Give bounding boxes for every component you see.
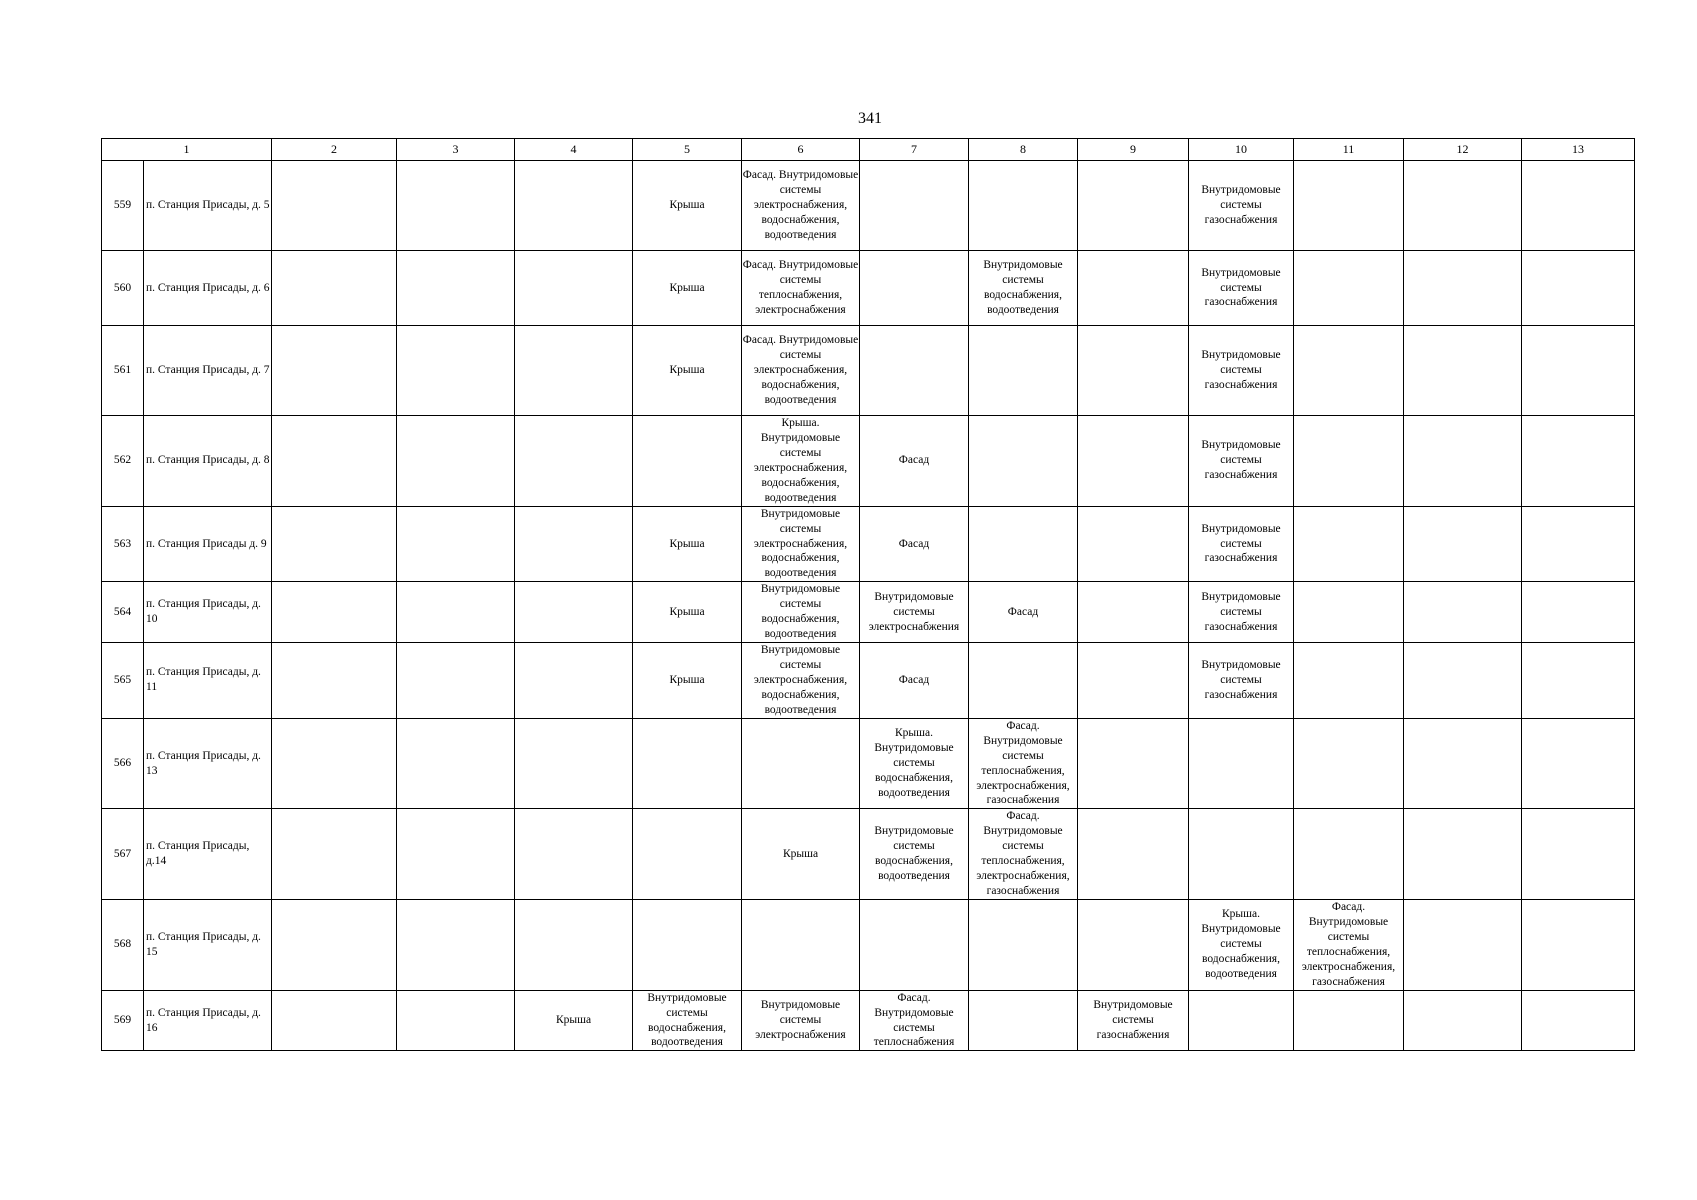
work-cell-8 [969,416,1078,507]
work-cell-13 [1522,506,1635,582]
work-cell-5: Крыша [633,643,742,719]
work-cell-11 [1294,718,1404,809]
work-cell-7: Внутридомовые системы электроснабжения [860,582,969,643]
work-cell-7: Фасад [860,416,969,507]
work-cell-10 [1189,809,1294,900]
work-cell-12 [1404,990,1522,1051]
work-cell-3 [397,251,515,326]
work-cell-2 [272,326,397,416]
work-cell-10: Внутридомовые системы газоснабжения [1189,643,1294,719]
table-row [102,416,1635,507]
column-header: 12 [1404,139,1522,161]
work-cell-13 [1522,251,1635,326]
work-cell-6: Фасад. Внутридомовые системы электроснабжения, водоснабжения, водоотведения [742,326,860,416]
work-cell-10: Крыша. Внутридомовые системы водоснабжения, водоотведения [1189,900,1294,991]
work-cell-7: Внутридомовые системы водоснабжения, водоотведения [860,809,969,900]
work-cell-8 [969,643,1078,719]
work-cell-2 [272,251,397,326]
work-cell-10: Внутридомовые системы газоснабжения [1189,582,1294,643]
work-cell-9 [1078,161,1189,251]
work-cell-9 [1078,643,1189,719]
table-row [102,718,1635,809]
work-cell-10: Внутридомовые системы газоснабжения [1189,416,1294,507]
column-header: 4 [515,139,633,161]
work-cell-2 [272,506,397,582]
row-number: 559 [102,161,144,251]
address-cell: п. Станция Присады, д. 15 [144,900,272,991]
address-cell: п. Станция Присады, д. 7 [144,326,272,416]
work-cell-2 [272,990,397,1051]
work-cell-13 [1522,582,1635,643]
work-cell-7 [860,161,969,251]
work-cell-2 [272,643,397,719]
row-number: 561 [102,326,144,416]
work-cell-6: Фасад. Внутридомовые системы теплоснабжения, электроснабжения [742,251,860,326]
column-header: 8 [969,139,1078,161]
work-cell-4 [515,506,633,582]
row-number: 565 [102,643,144,719]
row-number: 563 [102,506,144,582]
work-cell-3 [397,643,515,719]
work-cell-4 [515,718,633,809]
work-cell-7: Крыша. Внутридомовые системы водоснабжения, водоотведения [860,718,969,809]
work-cell-9 [1078,809,1189,900]
work-cell-10: Внутридомовые системы газоснабжения [1189,161,1294,251]
work-cell-9 [1078,416,1189,507]
work-cell-3 [397,900,515,991]
work-cell-5 [633,718,742,809]
work-cell-8: Фасад. Внутридомовые системы теплоснабжения, электроснабжения, газоснабжения [969,718,1078,809]
work-cell-2 [272,161,397,251]
address-cell: п. Станция Присады, д. 11 [144,643,272,719]
work-cell-3 [397,582,515,643]
work-cell-10: Внутридомовые системы газоснабжения [1189,506,1294,582]
work-cell-6: Внутридомовые системы электроснабжения [742,990,860,1051]
work-cell-12 [1404,900,1522,991]
address-cell: п. Станция Присады, д. 6 [144,251,272,326]
work-cell-12 [1404,582,1522,643]
table-row [102,326,1635,416]
column-header: 11 [1294,139,1404,161]
work-cell-11 [1294,809,1404,900]
work-cell-9 [1078,900,1189,991]
column-header: 13 [1522,139,1635,161]
work-cell-5 [633,809,742,900]
repair-schedule-table [101,138,1635,1051]
work-cell-8 [969,326,1078,416]
table-row [102,900,1635,991]
work-cell-6 [742,718,860,809]
work-cell-3 [397,506,515,582]
work-cell-7 [860,251,969,326]
work-cell-7: Фасад [860,643,969,719]
work-cell-2 [272,900,397,991]
row-number: 567 [102,809,144,900]
page-number: 341 [858,110,882,127]
work-cell-11 [1294,643,1404,719]
address-cell: п. Станция Присады д. 9 [144,506,272,582]
row-number: 562 [102,416,144,507]
work-cell-11 [1294,990,1404,1051]
work-cell-9 [1078,718,1189,809]
work-cell-4: Крыша [515,990,633,1051]
work-cell-4 [515,809,633,900]
work-cell-3 [397,161,515,251]
work-cell-10: Внутридомовые системы газоснабжения [1189,251,1294,326]
work-cell-11 [1294,582,1404,643]
work-cell-8: Фасад. Внутридомовые системы теплоснабжения, электроснабжения, газоснабжения [969,809,1078,900]
work-cell-12 [1404,643,1522,719]
work-cell-13 [1522,161,1635,251]
row-number: 566 [102,718,144,809]
work-cell-5 [633,416,742,507]
work-cell-13 [1522,990,1635,1051]
column-header: 3 [397,139,515,161]
table-row [102,582,1635,643]
work-cell-9 [1078,582,1189,643]
work-cell-2 [272,582,397,643]
address-cell: п. Станция Присады, д.14 [144,809,272,900]
work-cell-5: Внутридомовые системы водоснабжения, водоотведения [633,990,742,1051]
work-cell-10 [1189,718,1294,809]
column-header: 6 [742,139,860,161]
work-cell-6: Внутридомовые системы электроснабжения, водоснабжения, водоотведения [742,506,860,582]
work-cell-11 [1294,326,1404,416]
row-number: 568 [102,900,144,991]
work-cell-13 [1522,326,1635,416]
work-cell-3 [397,809,515,900]
table-row [102,643,1635,719]
work-cell-3 [397,718,515,809]
work-cell-3 [397,326,515,416]
work-cell-13 [1522,643,1635,719]
work-cell-13 [1522,718,1635,809]
table-body [102,161,1635,1051]
work-cell-12 [1404,251,1522,326]
work-cell-11 [1294,416,1404,507]
work-cell-4 [515,251,633,326]
work-cell-6: Крыша. Внутридомовые системы электроснабжения, водоснабжения, водоотведения [742,416,860,507]
work-cell-8 [969,900,1078,991]
column-header: 1 [102,139,272,161]
address-cell: п. Станция Присады, д. 8 [144,416,272,507]
work-cell-11 [1294,251,1404,326]
address-cell: п. Станция Присады, д. 13 [144,718,272,809]
address-cell: п. Станция Присады, д. 5 [144,161,272,251]
work-cell-11 [1294,506,1404,582]
column-header: 5 [633,139,742,161]
work-cell-3 [397,990,515,1051]
column-header: 2 [272,139,397,161]
work-cell-4 [515,900,633,991]
work-cell-4 [515,416,633,507]
work-cell-11 [1294,161,1404,251]
work-cell-12 [1404,506,1522,582]
work-cell-12 [1404,718,1522,809]
table-row [102,161,1635,251]
work-cell-4 [515,161,633,251]
work-cell-4 [515,582,633,643]
work-cell-4 [515,643,633,719]
work-cell-8 [969,506,1078,582]
work-cell-12 [1404,416,1522,507]
work-cell-6: Внутридомовые системы водоснабжения, водоотведения [742,582,860,643]
address-cell: п. Станция Присады, д. 16 [144,990,272,1051]
work-cell-8 [969,161,1078,251]
work-cell-9 [1078,251,1189,326]
work-cell-12 [1404,326,1522,416]
work-cell-10: Внутридомовые системы газоснабжения [1189,326,1294,416]
work-cell-6: Крыша [742,809,860,900]
work-cell-11: Фасад. Внутридомовые системы теплоснабжения, электроснабжения, газоснабжения [1294,900,1404,991]
row-number: 569 [102,990,144,1051]
work-cell-5 [633,900,742,991]
work-cell-12 [1404,161,1522,251]
table-row [102,809,1635,900]
work-cell-10 [1189,990,1294,1051]
table-row [102,506,1635,582]
work-cell-2 [272,809,397,900]
header-row [102,139,1635,161]
work-cell-2 [272,718,397,809]
work-cell-6: Внутридомовые системы электроснабжения, водоснабжения, водоотведения [742,643,860,719]
table-row [102,990,1635,1051]
address-cell: п. Станция Присады, д. 10 [144,582,272,643]
work-cell-8 [969,990,1078,1051]
work-cell-7 [860,326,969,416]
work-cell-8: Фасад [969,582,1078,643]
work-cell-4 [515,326,633,416]
work-cell-6: Фасад. Внутридомовые системы электроснабжения, водоснабжения, водоотведения [742,161,860,251]
work-cell-13 [1522,900,1635,991]
work-cell-6 [742,900,860,991]
work-cell-5: Крыша [633,326,742,416]
work-cell-5: Крыша [633,161,742,251]
work-cell-7: Фасад [860,506,969,582]
work-cell-5: Крыша [633,506,742,582]
work-cell-13 [1522,809,1635,900]
column-header: 9 [1078,139,1189,161]
work-cell-9: Внутридомовые системы газоснабжения [1078,990,1189,1051]
work-cell-9 [1078,326,1189,416]
work-cell-9 [1078,506,1189,582]
work-cell-7 [860,900,969,991]
work-cell-5: Крыша [633,582,742,643]
work-cell-2 [272,416,397,507]
work-cell-8: Внутридомовые системы водоснабжения, водоотведения [969,251,1078,326]
work-cell-7: Фасад. Внутридомовые системы теплоснабжения [860,990,969,1051]
work-cell-12 [1404,809,1522,900]
work-cell-5: Крыша [633,251,742,326]
work-cell-13 [1522,416,1635,507]
column-header: 10 [1189,139,1294,161]
row-number: 560 [102,251,144,326]
table-row [102,251,1635,326]
table-header [102,139,1635,161]
row-number: 564 [102,582,144,643]
column-header: 7 [860,139,969,161]
work-cell-3 [397,416,515,507]
